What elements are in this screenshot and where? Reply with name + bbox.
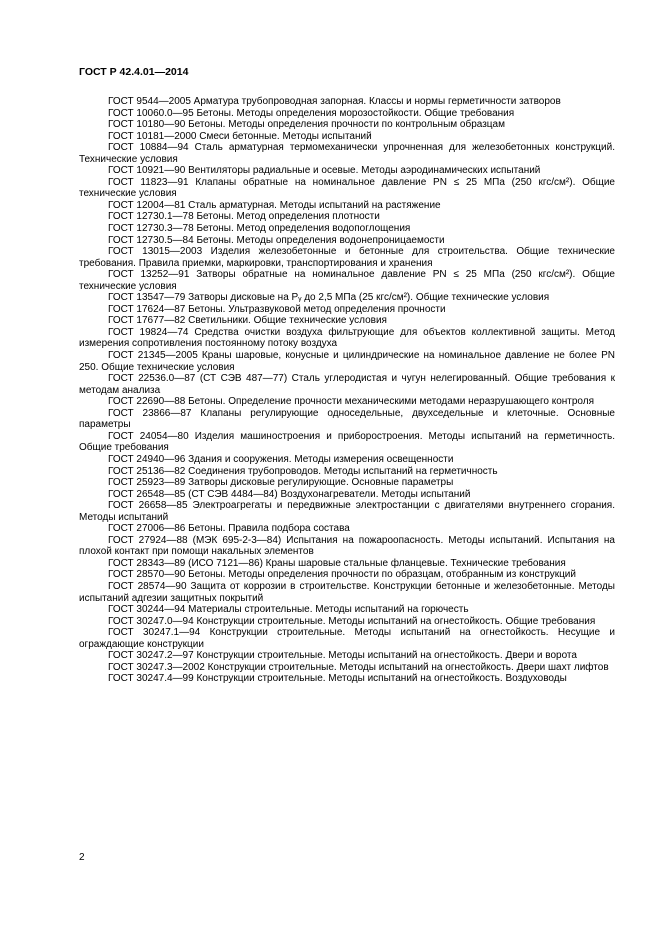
reference-entry: ГОСТ 30247.1—94 Конструкции строительные. Методы испытаний на огнестойкость. Несущие и ограждающие конструкции bbox=[79, 627, 615, 650]
reference-entry: ГОСТ 30247.4—99 Конструкции строительные. Методы испытаний на огнестойкость. Воздуховоды bbox=[108, 673, 567, 685]
reference-entry: ГОСТ 12004—81 Сталь арматурная. Методы испытаний на растяжение bbox=[108, 199, 441, 211]
reference-entry: ГОСТ 9544—2005 Арматура трубопроводная запорная. Классы и нормы герметичности затворов bbox=[108, 96, 561, 107]
reference-entry: ГОСТ 24940—96 Здания и сооружения. Методы измерения освещенности bbox=[108, 453, 454, 465]
reference-entry: ГОСТ 24054—80 Изделия машиностроения и приборостроения. Методы испытаний на герметичность. Общие требования bbox=[79, 430, 615, 454]
reference-entry: ГОСТ 26548—85 (СТ СЭВ 4484—84) Воздухонагреватели. Методы испытаний bbox=[108, 488, 471, 500]
reference-entry: ГОСТ 25136—82 Соединения трубопроводов. Методы испытаний на герметичность bbox=[108, 465, 498, 477]
reference-entry: ГОСТ 12730.1—78 Бетоны. Метод определения плотности bbox=[108, 211, 380, 223]
reference-entry: ГОСТ 19824—74 Средства очистки воздуха фильтрующие для объектов коллективной защиты. Метод измерения сопротивления постоянному потоку воздуха bbox=[79, 326, 615, 350]
reference-entry: ГОСТ 28343—89 (ИСО 7121—86) Краны шаровые стальные фланцевые. Технические требования bbox=[108, 557, 566, 569]
reference-entry: ГОСТ 10180—90 Бетоны. Методы определения прочности по контрольным образцам bbox=[108, 119, 505, 131]
reference-entry: ГОСТ 28574—90 Защита от коррозии в строительстве. Конструкции бетонные и железобетонные. Методы испытаний адгезии защитных покрытий bbox=[79, 580, 615, 604]
reference-entry: ГОСТ 21345—2005 Краны шаровые, конусные и цилиндрические на номинальное давление не более PN 250. Общие технические условия bbox=[79, 350, 615, 373]
reference-entry: ГОСТ 10884—94 Сталь арматурная термомеханически упрочненная для железобетонных конструкций. Технические условия bbox=[79, 142, 615, 165]
reference-entry: ГОСТ 22536.0—87 (СТ СЭВ 487—77) Сталь углеродистая и чугун нелегированный. Общие требования к методам анализа bbox=[79, 373, 615, 396]
reference-entry: ГОСТ 28570—90 Бетоны. Методы определения прочности по образцам, отобранным из конструкций bbox=[108, 569, 576, 581]
reference-entry: ГОСТ 13252—91 Затворы обратные на номинальное давление PN ≤ 25 МПа (250 кгс/см²). Общие технические условия bbox=[79, 269, 615, 292]
reference-entry: ГОСТ 23866—87 Клапаны регулирующие односедельные, двухседельные и клеточные. Основные параметры bbox=[79, 407, 615, 431]
reference-entry: ГОСТ 26658—85 Электроагрегаты и передвижные электростанции с двигателями внутреннего сгорания. Методы испытаний bbox=[79, 500, 615, 523]
reference-entry: ГОСТ 22690—88 Бетоны. Определение прочности механическими методами неразрушающего контроля bbox=[108, 396, 595, 408]
document-header: ГОСТ Р 42.4.01—2014 bbox=[79, 66, 189, 78]
reference-entry: ГОСТ 17677—82 Светильники. Общие технические условия bbox=[108, 315, 387, 327]
reference-entry: ГОСТ 10060.0—95 Бетоны. Методы определения морозостойкости. Общие требования bbox=[108, 107, 515, 119]
reference-list bbox=[79, 96, 615, 685]
reference-entry: ГОСТ 12730.3—78 Бетоны. Метод определения водопоглощения bbox=[108, 223, 411, 235]
reference-entry: ГОСТ 10921—90 Вентиляторы радиальные и осевые. Методы аэродинамических испытаний bbox=[108, 165, 541, 177]
reference-entry: ГОСТ 30247.2—97 Конструкции строительные. Методы испытаний на огнестойкость. Двери и ворота bbox=[108, 650, 577, 662]
reference-entry: ГОСТ 10181—2000 Смеси бетонные. Методы испытаний bbox=[108, 130, 372, 142]
reference-entry: ГОСТ 27006—86 Бетоны. Правила подбора состава bbox=[108, 523, 350, 535]
reference-entry: ГОСТ 17624—87 Бетоны. Ультразвуковой метод определения прочности bbox=[108, 303, 446, 315]
reference-entry: ГОСТ 13015—2003 Изделия железобетонные и бетонные для строительства. Общие технические требования. Правила приемки, маркировки, транспортирования и хранения bbox=[79, 246, 615, 269]
reference-entry: ГОСТ 27924—88 (МЭК 695-2-3—84) Испытания на пожароопасность. Методы испытаний. Испытания на плохой контакт при помощи накальных элементов bbox=[79, 534, 615, 558]
reference-entry: ГОСТ 13547—79 Затворы дисковые на Pᵧ до 2,5 МПа (25 кгс/см²). Общие технические условия bbox=[108, 292, 550, 304]
reference-entry: ГОСТ 11823—91 Клапаны обратные на номинальное давление PN ≤ 25 МПа (250 кгс/см²). Общие технические условия bbox=[79, 176, 615, 200]
reference-entry: ГОСТ 25923—89 Затворы дисковые регулирующие. Основные параметры bbox=[108, 477, 454, 489]
reference-entry: ГОСТ 12730.5—84 Бетоны. Методы определения водонепроницаемости bbox=[108, 234, 445, 246]
reference-entry: ГОСТ 30247.0—94 Конструкции строительные. Методы испытаний на огнестойкость. Общие требования bbox=[108, 615, 596, 627]
reference-entry: ГОСТ 30247.3—2002 Конструкции строительные. Методы испытаний на огнестойкость. Двери шахт лифтов bbox=[108, 661, 609, 673]
page-number: 2 bbox=[79, 852, 85, 863]
reference-entry: ГОСТ 30244—94 Материалы строительные. Методы испытаний на горючесть bbox=[108, 604, 469, 616]
